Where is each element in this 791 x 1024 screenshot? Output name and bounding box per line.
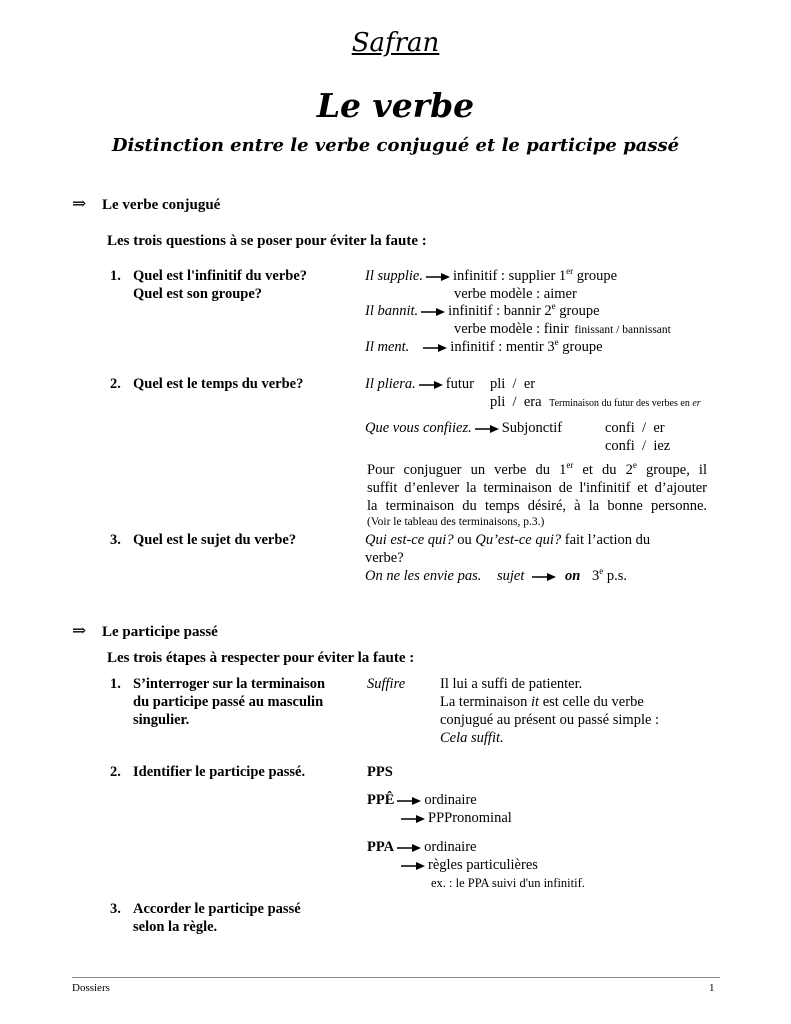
example-model: verbe modèle : aimer: [454, 286, 577, 302]
stem-ending: confi / iez: [605, 438, 671, 454]
text-segment: Qui est-ce qui?: [365, 532, 454, 548]
page-title: [0, 86, 791, 125]
arrow-right-icon: [426, 272, 450, 282]
stem-ending: [490, 394, 701, 411]
question-number: 2.: [110, 376, 121, 392]
pp-category: ordinaire: [424, 839, 477, 855]
superscript: e: [632, 460, 637, 470]
step-number: 3.: [110, 901, 121, 917]
example-model-text: verbe modèle : finir: [454, 321, 569, 337]
example-sentence: Il ment.: [365, 339, 410, 355]
example-line: [365, 303, 600, 320]
step-text: Identifier le participe passé.: [133, 764, 306, 780]
example-result-end: groupe: [558, 339, 603, 355]
step-text: S’interroger sur la terminaison: [133, 676, 326, 692]
question-text: Quel est l'infinitif du verbe?: [133, 268, 307, 284]
question-number: 3.: [110, 532, 121, 548]
brand-title: [0, 28, 791, 58]
pp-type-line: [401, 857, 538, 874]
question-text: Quel est le temps du verbe?: [133, 376, 304, 392]
subject-label: sujet: [497, 568, 525, 584]
pp-type-pps: PPS: [367, 764, 393, 780]
arrow-right-icon: [397, 843, 421, 853]
example-sentence: Que vous confiiez.: [365, 420, 472, 436]
pp-type-line: [401, 810, 512, 827]
question-text: Quel est le sujet du verbe?: [133, 532, 297, 548]
superscript: er: [566, 460, 574, 470]
example-sentence: On ne les envie pas.: [365, 568, 482, 584]
example-line: verbe?: [365, 550, 404, 566]
section1-heading: [72, 194, 220, 214]
arrow-right-icon: [401, 814, 425, 824]
example-sentence: Il pliera.: [365, 376, 416, 392]
example-sentence: Il bannit.: [365, 303, 419, 319]
step-number: 1.: [110, 676, 121, 692]
pp-category: PPPronominal: [428, 810, 512, 826]
arrow-right-icon: [397, 796, 421, 806]
example-line: [365, 376, 474, 393]
example-line: [365, 532, 650, 549]
page-subtitle: [0, 135, 791, 156]
person-number: 3: [591, 568, 600, 584]
page-number: 1: [709, 982, 715, 994]
example-line: [365, 568, 627, 585]
text-segment: Pour conjuguer un verbe du 1: [367, 462, 567, 478]
text-segment: est celle du verbe: [539, 694, 644, 710]
step-text: selon la règle.: [133, 919, 218, 935]
stem-ending-text: pli / era: [490, 394, 542, 410]
arrow-right-icon: [421, 307, 445, 317]
step-text: Accorder le participe passé: [133, 901, 301, 917]
ending-note-text: Terminaison du futur des verbes en: [549, 398, 693, 409]
paragraph-line: [367, 461, 707, 479]
example-model: [454, 321, 671, 338]
section2-heading-text: Le participe passé: [102, 624, 218, 640]
tense-label: Subjonctif: [501, 420, 563, 436]
explanation-paragraph: [367, 461, 707, 529]
pp-category: règles particulières: [428, 857, 538, 873]
arrow-right-icon: [423, 343, 447, 353]
pp-type-line: [367, 839, 476, 856]
pp-note: ex. : le PPA suivi d'un infinitif.: [431, 876, 585, 890]
section1-heading-text: Le verbe conjugué: [102, 197, 221, 213]
pp-type-line: [367, 792, 477, 809]
section1-intro: Les trois questions à se poser pour éviter la faute :: [107, 233, 427, 249]
arrow-right-icon: [419, 380, 443, 390]
text-segment: it: [531, 694, 540, 710]
paragraph-note: (Voir le tableau des terminaisons, p.3.): [367, 516, 545, 528]
arrow-right-icon: [475, 424, 499, 434]
text-segment: fait l’action du: [561, 532, 651, 548]
stem-ending: confi / er: [605, 420, 665, 436]
example-result: infinitif : supplier 1: [453, 268, 567, 284]
superscript: er: [566, 266, 574, 276]
example-line: [365, 268, 617, 285]
text-segment: p.s.: [603, 568, 627, 584]
section2-heading: [72, 621, 218, 641]
superscript: e: [551, 301, 556, 311]
paragraph-line: la terminaison du temps désiré, à la bonne personne.: [367, 498, 707, 514]
footer-left: Dossiers: [72, 982, 110, 994]
step-number: 2.: [110, 764, 121, 780]
example-line: Cela suffit.: [440, 730, 504, 746]
stem-ending: pli / er: [490, 376, 536, 392]
text-segment: groupe, il: [636, 462, 707, 478]
text-segment: ou: [453, 532, 476, 548]
step-text: du participe passé au masculin: [133, 694, 324, 710]
subject-word: on: [565, 568, 581, 584]
implies-arrow-icon: ⇒: [72, 621, 87, 640]
text-segment: et du 2: [573, 462, 633, 478]
ending-note: [549, 398, 701, 409]
example-result-end: groupe: [573, 268, 618, 284]
paragraph-line: suffit d’enlever la terminaison de l'infinitif et d’ajouter: [367, 480, 707, 496]
example-line: [365, 420, 562, 437]
example-line: [440, 694, 644, 711]
text-segment: La terminaison: [440, 694, 532, 710]
example-line: [365, 339, 603, 356]
example-note: finissant / bannissant: [574, 324, 671, 336]
step-text: singulier.: [133, 712, 190, 728]
text-segment: Qu’est-ce qui?: [475, 532, 562, 548]
pp-type-ppe: PPÊ: [367, 792, 395, 808]
question-number: 1.: [110, 268, 121, 284]
arrow-right-icon: [532, 572, 556, 582]
tense-label: futur: [445, 376, 474, 392]
pp-type-ppa: PPA: [367, 839, 395, 855]
implies-arrow-icon: ⇒: [72, 194, 87, 213]
example-verb: Suffire: [367, 676, 406, 692]
example-result: infinitif : bannir 2: [448, 303, 552, 319]
page-title-text: Le verbe: [316, 86, 475, 125]
superscript: e: [554, 337, 559, 347]
example-line: conjugué au présent ou passé simple :: [440, 712, 660, 728]
ending-note-italic: er: [692, 398, 701, 409]
pp-category: ordinaire: [424, 792, 477, 808]
superscript: e: [599, 566, 604, 576]
arrow-right-icon: [401, 861, 425, 871]
example-result-end: groupe: [555, 303, 600, 319]
question-text: Quel est son groupe?: [133, 286, 263, 302]
brand-text: Safran: [351, 28, 440, 58]
page-subtitle-text: Distinction entre le verbe conjugué et le participe passé: [111, 135, 680, 156]
example-sentence: Il supplie.: [365, 268, 423, 284]
example-result: infinitif : mentir 3: [450, 339, 555, 355]
section2-intro: Les trois étapes à respecter pour éviter la faute :: [107, 650, 415, 666]
footer-divider: [72, 977, 720, 978]
example-line: Il lui a suffi de patienter.: [440, 676, 583, 692]
